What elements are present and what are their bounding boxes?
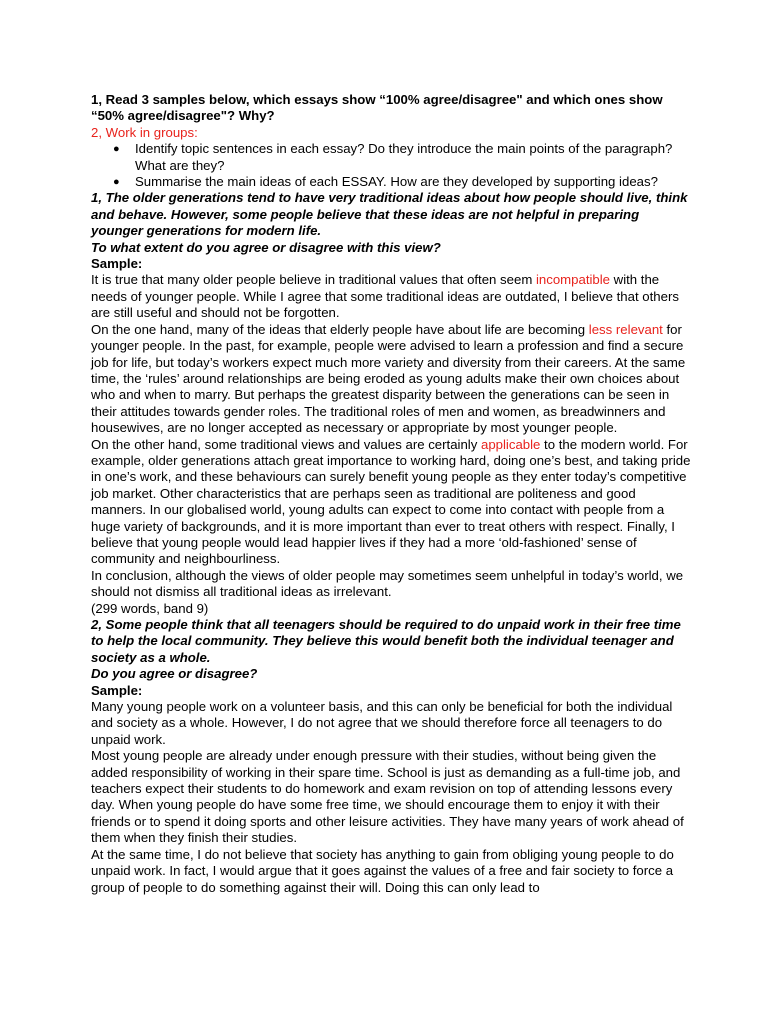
- highlighted-term: less relevant: [588, 321, 663, 337]
- task-1-instruction: 1, Read 3 samples below, which essays show “100% agree/disagree" and which ones show “50% agree/disagree"? Why?: [91, 92, 663, 124]
- task-2-instruction: 2, Work in groups:: [91, 124, 198, 140]
- list-item: ● Identify topic sentences in each essay? Do they introduce the main points of the paragraph? What are they?: [113, 141, 673, 173]
- essay-2-paragraph-2: Most young people are already under enough pressure with their studies, without being given the added responsibility of working in their spare time. School is just as demanding as a full-time job, and teachers expect their students to do homework and exam revision on top of attending lessons every day. When young people do have some free time, we should encourage them to enjoy it with their friends or to spend it doing sports and other leisure activities. They have many years of work ahead of them when they finish their studies.: [91, 748, 684, 846]
- essay-2-sample-label: Sample:: [91, 682, 143, 698]
- task-bullet-list: [91, 141, 691, 190]
- essay-1-paragraph-1: It is true that many older people believe in traditional values that often seem incompatible with the needs of younger people. While I agree that some traditional ideas are outdated, I believe that others are still useful and should not be forgotten.: [91, 272, 679, 321]
- bullet-icon: ●: [113, 176, 120, 189]
- bullet-icon: ●: [113, 143, 120, 156]
- essay-1-paragraph-3: On the other hand, some traditional views and values are certainly applicable to the modern world. For example, older generations attach great importance to working hard, doing one’s best, and taking pride in one’s work, and these behaviours can surely benefit young people as they enter today’s competitive job market. Other characteristics that are perhaps seen as traditional are politeness and good manners. In our globalised world, young adults can expect to come into contact with people from a huge variety of backgrounds, and it is more important than ever to treat others with respect. Finally, I believe that young people would lead happier lives if they had a more ‘old-fashioned’ sense of community and neighbourliness.: [91, 436, 691, 567]
- essay-1-question: To what extent do you agree or disagree with this view?: [91, 239, 441, 255]
- list-item: ● Summarise the main ideas of each ESSAY. How are they developed by supporting ideas?: [113, 174, 658, 190]
- highlighted-term: applicable: [480, 436, 541, 452]
- essay-1-sample-label: Sample:: [91, 256, 143, 272]
- essay-2-prompt: 2, Some people think that all teenagers should be required to do unpaid work in their free time to help the local community. They believe this would benefit both the individual teenager and society as a whole.: [91, 617, 681, 665]
- highlighted-term: incompatible: [535, 272, 611, 288]
- essay-2-question: Do you agree or disagree?: [91, 666, 258, 682]
- essay-1-paragraph-2: On the one hand, many of the ideas that elderly people have about life are becoming less relevant for younger people. In the past, for example, people were advised to learn a profession and find a secure job for life, but today’s workers expect much more variety and diversity from their careers. At the same time, the ‘rules’ around relationships are being eroded as young adults make their own choices about who and when to marry. But perhaps the greatest disparity between the generations can be seen in their attitudes towards gender roles. The traditional roles of men and women, as breadwinners and housewives, are no longer accepted as necessary or appropriate by most younger people.: [91, 321, 686, 436]
- essay-2-paragraph-3: At the same time, I do not believe that society has anything to gain from obliging young people to do unpaid work. In fact, I would argue that it goes against the values of a free and fair society to force a group of people to do something against their will. Doing this can only lead to: [91, 846, 674, 895]
- essay-1-paragraph-4: In conclusion, although the views of older people may sometimes seem unhelpful in today’s world, we should not dismiss all traditional ideas as irrelevant.: [91, 567, 684, 600]
- essay-2-paragraph-1: Many young people work on a volunteer basis, and this can only be beneficial for both the individual and society as a whole. However, I do not agree that we should therefore force all teenagers to do unpaid work.: [91, 699, 673, 747]
- essay-1-word-count: (299 words, band 9): [91, 600, 209, 616]
- document-page: [91, 92, 691, 896]
- essay-1-prompt: 1, The older generations tend to have very traditional ideas about how people should live, think and behave. However, some people believe that these ideas are not helpful in preparing younger generations for modern life.: [91, 190, 688, 239]
